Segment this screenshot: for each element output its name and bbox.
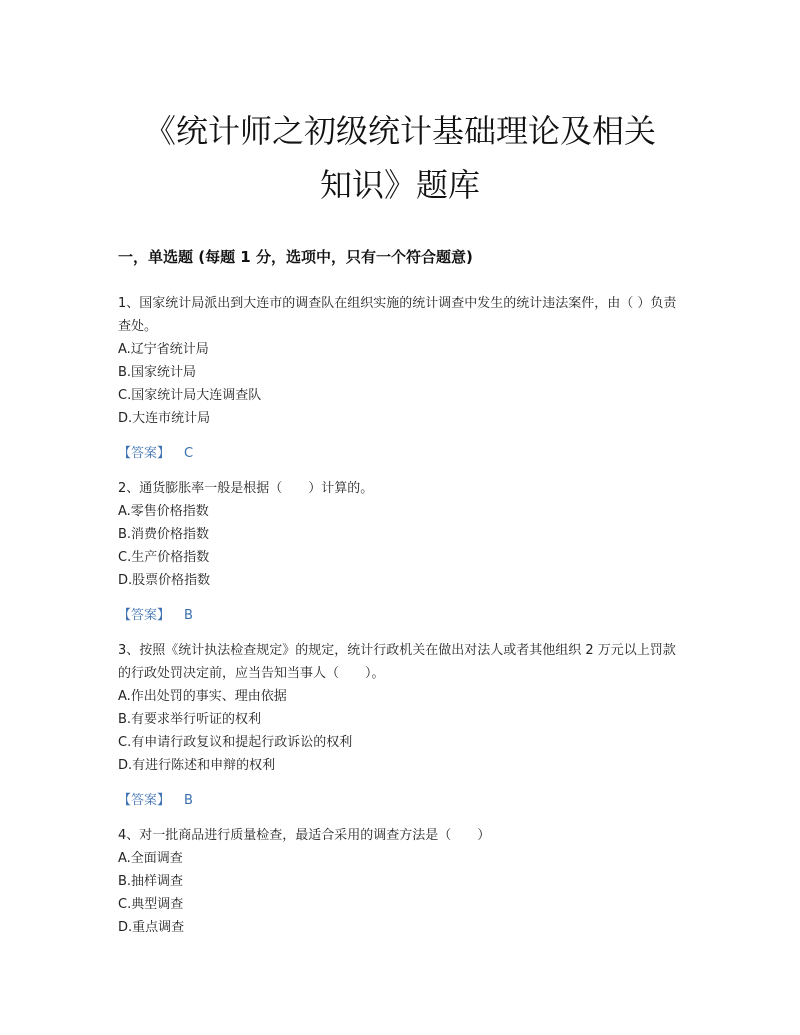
question-list bbox=[118, 292, 688, 951]
question-4 bbox=[118, 824, 688, 939]
option-d: D.大连市统计局 bbox=[118, 411, 211, 426]
answer-value: B bbox=[184, 608, 193, 623]
option-d: D.重点调查 bbox=[118, 920, 185, 935]
section-heading: 一，单选题 (每题 1 分，选项中，只有一个符合题意) bbox=[118, 248, 473, 266]
answer-label: 【答案】 bbox=[118, 446, 171, 461]
option-d: D.有进行陈述和申辩的权利 bbox=[118, 758, 276, 773]
option-c: C.国家统计局大连调查队 bbox=[118, 388, 262, 403]
option-c: C.典型调查 bbox=[118, 897, 184, 912]
question-stem: 2、通货膨胀率一般是根据（ ）计算的。 bbox=[118, 481, 374, 496]
option-a: A.零售价格指数 bbox=[118, 504, 209, 519]
question-1 bbox=[118, 292, 688, 465]
option-d: D.股票价格指数 bbox=[118, 573, 211, 588]
title-line-2: 知识》题库 bbox=[319, 166, 480, 204]
answer-row bbox=[118, 789, 688, 812]
question-2 bbox=[118, 477, 688, 627]
answer-row bbox=[118, 442, 688, 465]
option-a: A.辽宁省统计局 bbox=[118, 342, 209, 357]
option-b: B.有要求举行听证的权利 bbox=[118, 712, 262, 727]
answer-row bbox=[118, 604, 688, 627]
option-b: B.消费价格指数 bbox=[118, 527, 210, 542]
answer-label: 【答案】 bbox=[118, 608, 171, 623]
question-stem: 3、按照《统计执法检查规定》的规定，统计行政机关在做出对法人或者其他组织 2 万元以上罚款的行政处罚决定前，应当告知当事人（ ）。 bbox=[118, 643, 676, 681]
option-c: C.有申请行政复议和提起行政诉讼的权利 bbox=[118, 735, 353, 750]
option-b: B.国家统计局 bbox=[118, 365, 197, 380]
title-line-1: 《统计师之初级统计基础理论及相关 bbox=[143, 112, 656, 150]
option-b: B.抽样调查 bbox=[118, 874, 184, 889]
document-title bbox=[100, 104, 700, 212]
option-c: C.生产价格指数 bbox=[118, 550, 210, 565]
question-stem: 4、对一批商品进行质量检查，最适合采用的调查方法是（ ） bbox=[118, 828, 491, 843]
answer-value: C bbox=[184, 446, 194, 461]
question-stem: 1、国家统计局派出到大连市的调查队在组织实施的统计调查中发生的统计违法案件，由（ ）负责查处。 bbox=[118, 296, 677, 334]
option-a: A.作出处罚的事实、理由依据 bbox=[118, 689, 287, 704]
answer-value: B bbox=[184, 793, 193, 808]
option-a: A.全面调查 bbox=[118, 851, 183, 866]
question-3 bbox=[118, 639, 688, 812]
answer-label: 【答案】 bbox=[118, 793, 171, 808]
